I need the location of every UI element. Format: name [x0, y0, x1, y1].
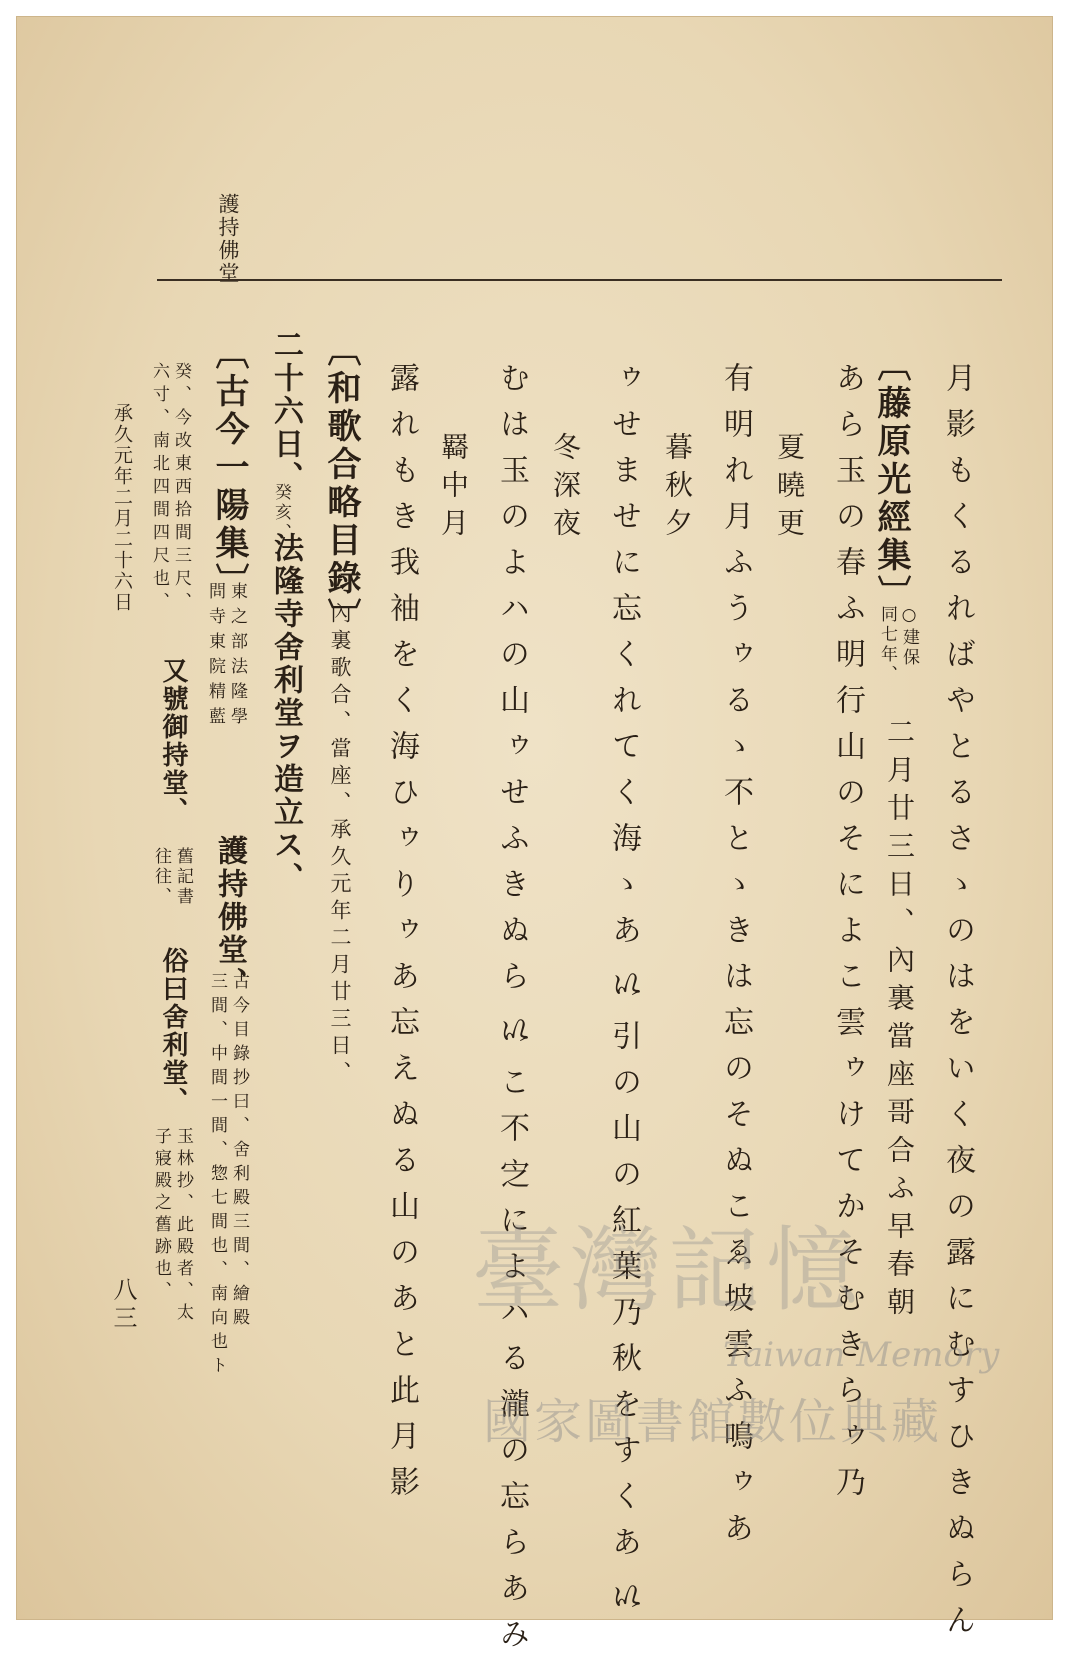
source-title: 〔和歌合略目錄〕 — [321, 332, 361, 636]
text-column: 二月廿三日、內裏當座哥合ふ早春朝 — [883, 717, 916, 1325]
header-rule — [157, 279, 1002, 281]
annotation: 六寸、南北四間四尺也、 — [149, 362, 169, 615]
watermark-kanji: 臺灣記憶 — [472, 1217, 865, 1324]
text-column: ゥせませに忘くれてく海ゝあ𛀆引の山の紅葉乃秋をすくあ𛀆 — [606, 362, 641, 1632]
annotation: 玉林抄、此殿者、太 — [173, 1127, 193, 1325]
poem-heading: 羇中月 — [437, 432, 470, 546]
watermark-chinese: 國家圖書館數位典藏 — [483, 1394, 943, 1450]
annotation: 東之部法隆學 — [227, 582, 247, 732]
annotation: 同七年、 — [877, 605, 897, 685]
entry-text: 法隆寺舍利堂ヲ造立ス、 — [268, 532, 303, 895]
annotation: 古今目錄抄曰、舍利殿三間、繪殿 — [229, 972, 249, 1332]
text-column: 有明れ月ふうゥるゝ不とゝきは忘のそぬこゑ坡雲ふ鳴ゥあ — [718, 362, 753, 1558]
text-column — [205, 335, 254, 601]
text-column: 露れもき我袖をく海ひゥりゥあ忘えぬる山のあと此月影 — [384, 362, 419, 1512]
text-column — [867, 347, 916, 613]
poem-heading: 暮秋夕 — [661, 432, 694, 546]
annotation: 子寢殿之舊跡也、 — [151, 1127, 171, 1303]
annotation: 問寺東院精藍 — [205, 582, 225, 732]
watermark-english: Taiwan Memory — [723, 1335, 1000, 1375]
annotation: 往往、 — [151, 847, 171, 907]
entry-text: 又號御持堂、 — [158, 657, 188, 825]
entry-date: 二十六日、 — [268, 329, 303, 494]
document-page — [16, 16, 1053, 1664]
annotation: 三間、中間一間、惣七間也、南向也ト — [207, 972, 227, 1380]
entry-text: 護持佛堂、 — [212, 835, 247, 1000]
annotation: ○建保 — [899, 605, 919, 668]
source-title: 〔藤原光經集〕 — [871, 347, 911, 613]
running-title: 護持佛堂 — [216, 193, 240, 285]
annotation: 舊記書 — [173, 847, 193, 907]
page-number: 八三 — [109, 1277, 137, 1333]
poem-heading: 夏曉更 — [773, 432, 806, 546]
text-column: むは玉のよハの山ゥせふきぬら𛀆こ不㝎によハる瀧の忘らあみ — [494, 362, 529, 1664]
entry-text: 俗曰舍利堂、 — [158, 947, 188, 1115]
annotation: 癸亥、 — [271, 483, 291, 543]
poem-heading: 冬深夜 — [549, 432, 582, 546]
annotation: 癸、今改東西拾間三尺、 — [171, 362, 191, 615]
text-column: 月影もくるればやとるさゝのはをいく夜の露にむすひきぬらん — [940, 362, 975, 1650]
source-title: 〔古今一陽集〕 — [209, 335, 249, 601]
text-column — [317, 332, 366, 636]
entry-date-caption: 承久元年二月二十六日 — [111, 403, 133, 613]
text-column: あら玉の春ふ明行山のそによこ雲ゥけてかそむきらゥ乃 — [830, 362, 865, 1512]
text-column: 內裏歌合、當座、承久元年二月廿三日、 — [328, 602, 352, 1088]
